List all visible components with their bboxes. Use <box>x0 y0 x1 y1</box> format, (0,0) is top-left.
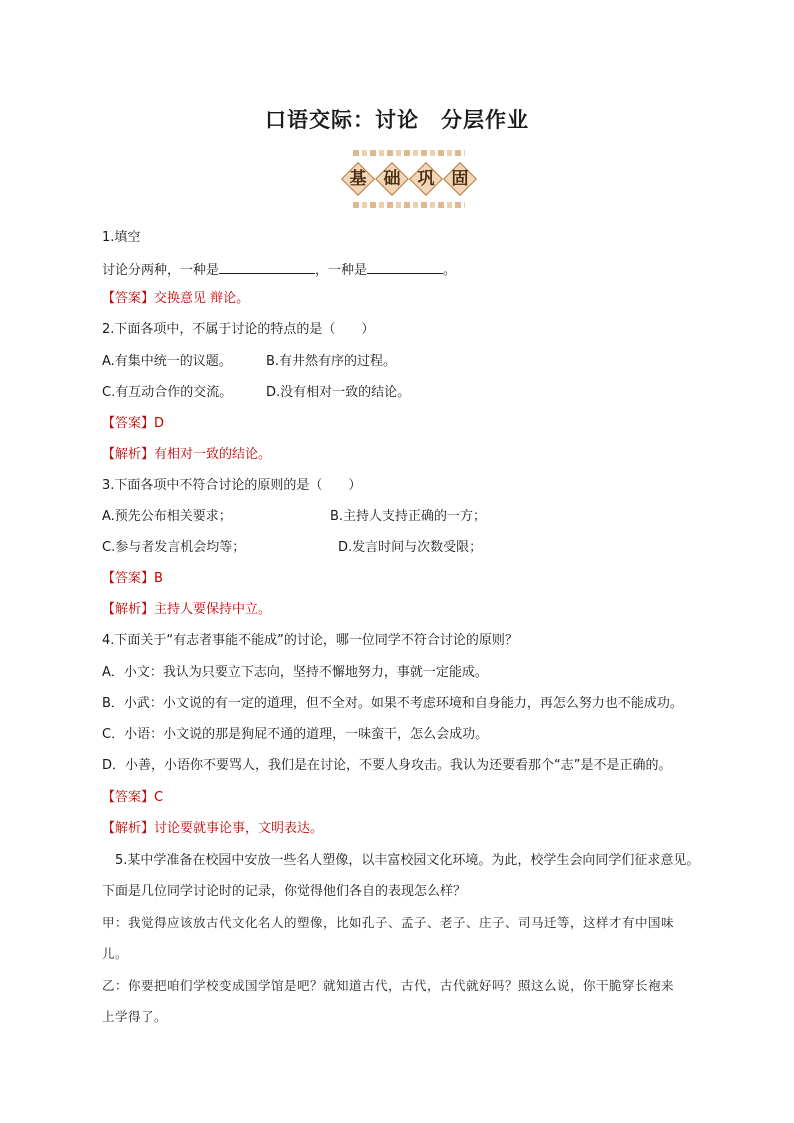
answer-text: 交换意见 辩论。 <box>154 291 250 306</box>
answer-text: B <box>154 571 163 586</box>
q3-option-d: D.发言时间与次数受限； <box>338 540 483 555</box>
q5-yi-line-2: 上学得了。 <box>102 1009 168 1024</box>
q1-blank-2[interactable] <box>367 260 443 274</box>
q2-answer <box>102 415 164 433</box>
q4-option-b: B．小武：小文说的有一定的道理，但不全对。如果不考虑环境和自身能力，再怎么努力也不能成功。 <box>102 696 683 711</box>
answer-tag: 【答案】 <box>102 571 155 586</box>
banner-badge <box>341 162 375 196</box>
q1-answer <box>102 290 249 308</box>
banner-badge <box>375 162 409 196</box>
q3-answer <box>102 570 163 588</box>
q2-analysis <box>102 446 271 464</box>
q3-option-c: C.参与者发言机会均等； <box>102 540 246 555</box>
banner-top-ornament <box>353 150 465 156</box>
analysis-text: 讨论要就事论事，文明表达。 <box>154 821 324 836</box>
q1-blank-1[interactable] <box>219 260 315 274</box>
q2-option-a: A.有集中统一的议题。 <box>102 354 232 369</box>
q3-option-a: A.预先公布相关要求； <box>102 509 232 524</box>
q1-stem-part: ，一种是 <box>315 263 368 278</box>
analysis-tag: 【解析】 <box>102 602 155 617</box>
banner-badge <box>443 162 477 196</box>
banner-char: 础 <box>383 169 401 189</box>
banner-char: 固 <box>451 169 469 189</box>
q4-answer <box>102 789 163 807</box>
page-title: 口语交际：讨论 分层作业 <box>265 107 529 132</box>
answer-text: D <box>154 416 165 431</box>
q2-option-b: B.有井然有序的过程。 <box>266 354 397 369</box>
q4-option-d: D．小善，小语你不要骂人，我们是在讨论，不要人身攻击。我认为还要看那个“志”是不是正确的。 <box>102 758 672 773</box>
q4-analysis <box>102 820 323 838</box>
q5-yi-line-1: 乙：你要把咱们学校变成国学馆是吧？就知道古代，古代，古代就好吗？照这么说，你干脆穿长袍来 <box>102 978 675 993</box>
q4-stem: 4.下面关于“有志者事能不能成”的讨论，哪一位同学不符合讨论的原则？ <box>102 633 518 648</box>
q4-option-a: A．小文：我认为只要立下志向，坚持不懈地努力，事就一定能成。 <box>102 665 488 680</box>
section-banner <box>333 150 485 210</box>
q5-stem-line-1: 5.某中学准备在校园中安放一些名人塑像，以丰富校园文化环境。为此，校学生会向同学们征求意见。 <box>115 853 700 868</box>
q5-stem-line-2: 下面是几位同学讨论时的记录，你觉得他们各自的表现怎么样？ <box>102 884 467 899</box>
answer-tag: 【答案】 <box>102 291 155 306</box>
banner-char: 巩 <box>417 169 435 189</box>
q3-analysis <box>102 601 271 619</box>
q1-stem <box>102 260 456 280</box>
q2-option-d: D.没有相对一致的结论。 <box>266 385 411 400</box>
q4-option-c: C．小语：小文说的那是狗屁不通的道理，一味蛮干，怎么会成功。 <box>102 727 489 742</box>
analysis-text: 主持人要保持中立。 <box>154 602 272 617</box>
analysis-tag: 【解析】 <box>102 821 155 836</box>
q1-heading: 1.填空 <box>102 230 141 245</box>
answer-text: C <box>154 790 164 805</box>
analysis-text: 有相对一致的结论。 <box>154 447 272 462</box>
banner-bottom-ornament <box>353 202 465 208</box>
q1-stem-part: 。 <box>443 263 457 278</box>
q2-option-c: C.有互动合作的交流。 <box>102 385 233 400</box>
q5-jia-line-1: 甲：我觉得应该放古代文化名人的塑像，比如孔子、孟子、老子、庄子、司马迁等，这样才有中国味 <box>102 915 675 930</box>
analysis-tag: 【解析】 <box>102 447 155 462</box>
answer-tag: 【答案】 <box>102 416 155 431</box>
answer-tag: 【答案】 <box>102 790 155 805</box>
q3-option-b: B.主持人支持正确的一方； <box>330 509 487 524</box>
q3-stem: 3.下面各项中不符合讨论的原则的是（ ） <box>102 478 362 493</box>
banner-badge <box>409 162 443 196</box>
q2-stem: 2.下面各项中，不属于讨论的特点的是（ ） <box>102 322 375 337</box>
banner-char: 基 <box>349 169 367 189</box>
q1-stem-part: 讨论分两种，一种是 <box>102 263 220 278</box>
q5-jia-line-2: 儿。 <box>102 946 129 961</box>
